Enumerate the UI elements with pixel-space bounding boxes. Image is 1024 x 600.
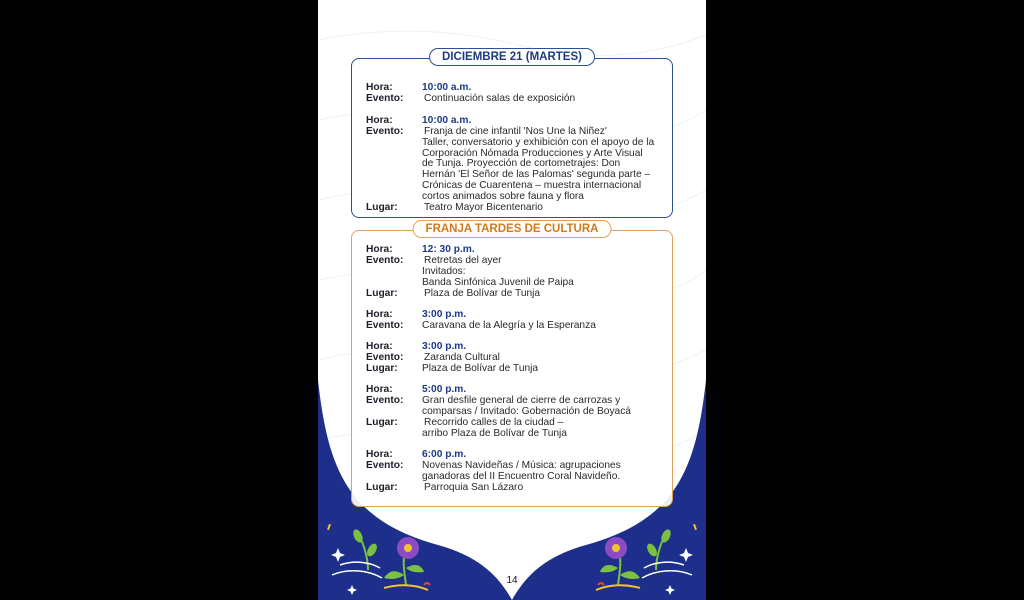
s2-event-5-description: [422, 461, 672, 483]
s2-event-1-description: [422, 256, 672, 288]
event-line: Continuación salas de exposición: [424, 93, 576, 104]
event-1-description: [422, 94, 672, 105]
section-title-december-21: DICIEMBRE 21 (MARTES): [429, 48, 595, 66]
document-page: [318, 0, 706, 600]
s2-event-2-time: 3:00 p.m.: [422, 309, 467, 320]
evento-label: Evento:: [366, 460, 404, 471]
s2-event-4-place: [422, 418, 672, 440]
event-line: Hernán 'El Señor de las Palomas' segunda parte –: [422, 169, 651, 181]
event-line: Invitados:: [422, 265, 466, 277]
lugar-label: Lugar:: [366, 417, 398, 428]
s2-event-3-description: Zaranda Cultural: [424, 352, 500, 363]
event-1-time: 10:00 a.m.: [422, 82, 472, 93]
event-line: de Tunja. Proyección de cortometrajes: Don: [422, 158, 621, 170]
event-line: Recorrido calles de la ciudad –: [424, 417, 564, 428]
lugar-label: Lugar:: [366, 482, 398, 493]
s2-event-1-time: 12: 30 p.m.: [422, 244, 475, 255]
event-2-place: Teatro Mayor Bicentenario: [424, 202, 543, 213]
event-line: Novenas Navideñas / Música: agrupaciones: [422, 460, 621, 471]
lugar-label: Lugar:: [366, 363, 398, 374]
s2-event-5-time: 6:00 p.m.: [422, 449, 467, 460]
hora-label: Hora:: [366, 309, 393, 320]
schedule-box-december-21: [351, 51, 673, 218]
event-line: Gran desfile general de cierre de carrozas y: [422, 395, 621, 406]
lugar-label: Lugar:: [366, 288, 398, 299]
hora-label: Hora:: [366, 82, 393, 93]
evento-label: Evento:: [366, 255, 404, 266]
event-2-time: 10:00 a.m.: [422, 115, 472, 126]
s2-event-1-place: Plaza de Bolívar de Tunja: [424, 288, 541, 299]
event-line: comparsas / Invitado: Gobernación de Boyacá: [422, 405, 631, 417]
evento-label: Evento:: [366, 320, 404, 331]
s2-event-4-time: 5:00 p.m.: [422, 384, 467, 395]
event-line: Crónicas de Cuarentena – muestra internacional: [422, 179, 642, 191]
event-line: Banda Sinfónica Juvenil de Paipa: [422, 276, 574, 288]
lugar-label: Lugar:: [366, 202, 398, 213]
page-number: 14: [506, 575, 518, 586]
hora-label: Hora:: [366, 384, 393, 395]
event-line: Taller, conversatorio y exhibición con el apoyo de la: [422, 136, 655, 148]
s2-event-4-description: [422, 396, 672, 418]
event-line: ganadoras del II Encuentro Coral Navideño.: [422, 470, 621, 482]
evento-label: Evento:: [366, 395, 404, 406]
event-line: Retretas del ayer: [424, 255, 502, 266]
evento-label: Evento:: [366, 352, 404, 363]
hora-label: Hora:: [366, 449, 393, 460]
section-title-franja-tardes: FRANJA TARDES DE CULTURA: [413, 220, 612, 238]
s2-event-2-description: Caravana de la Alegría y la Esperanza: [422, 320, 596, 331]
evento-label: Evento:: [366, 93, 404, 104]
event-2-description: [422, 127, 672, 203]
s2-event-5-place: Parroquia San Lázaro: [424, 482, 524, 493]
evento-label: Evento:: [366, 126, 404, 137]
event-line: arribo Plaza de Bolívar de Tunja: [422, 427, 567, 439]
hora-label: Hora:: [366, 115, 393, 126]
event-line: Corporación Nómada Producciones y Arte Visual: [422, 147, 643, 159]
s2-event-3-time: 3:00 p.m.: [422, 341, 467, 352]
event-line: cortos animados sobre fauna y flora: [422, 190, 584, 202]
schedule-box-franja-tardes: [351, 223, 673, 507]
event-line: Franja de cine infantil 'Nos Une la Niñez': [424, 126, 607, 137]
hora-label: Hora:: [366, 341, 393, 352]
s2-event-3-place: Plaza de Bolívar de Tunja: [422, 363, 539, 374]
hora-label: Hora:: [366, 244, 393, 255]
